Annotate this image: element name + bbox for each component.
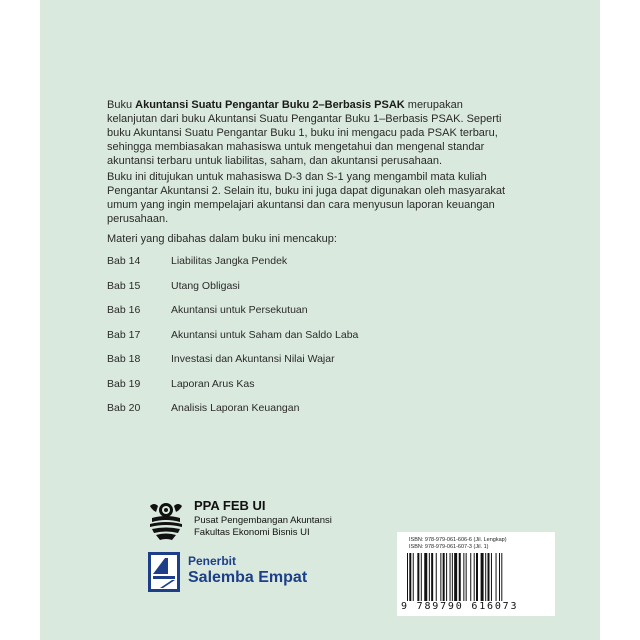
chapters-intro: Materi yang dibahas dalam buku ini mencakup: <box>107 233 337 245</box>
chapter-item <box>107 378 358 403</box>
barcode-icon <box>407 553 545 601</box>
chapter-title: Akuntansi untuk Persekutuan <box>171 304 308 316</box>
barcode-box <box>397 532 555 616</box>
chapter-title: Utang Obligasi <box>171 279 240 292</box>
publisher-block <box>148 552 328 596</box>
publisher-label: Penerbit <box>188 554 237 568</box>
ppa-subtitle-1: Pusat Pengembangan Akuntansi <box>194 515 332 526</box>
chapter-number: Bab 19 <box>107 377 141 390</box>
chapter-item <box>107 353 358 378</box>
chapter-list <box>107 255 358 427</box>
chapter-number: Bab 18 <box>107 353 141 365</box>
blurb-paragraph-1 <box>107 98 507 168</box>
publisher-name: Salemba Empat <box>188 569 308 586</box>
chapter-number: Bab 17 <box>107 328 141 341</box>
blurb-body: merupakan kelanjutan dari buku Akuntansi Suatu Pengantar Buku 1–Berbasis PSAK. Seperti buku Akuntansi Suatu Pengantar Buku 1, buku ini mengacu pada PSAK terbaru, sehingga membiasakan mahasiswa untuk mengetahui dan mengenal standar akuntansi terbaru untuk liabilitas, saham, dan akuntansi perusahaan. <box>107 99 502 167</box>
barcode-digits: 9 789790 616073 <box>401 601 519 612</box>
chapter-title: Laporan Arus Kas <box>171 377 255 390</box>
ppa-subtitle-2: Fakultas Ekonomi Bisnis UI <box>194 527 310 538</box>
chapter-number: Bab 14 <box>107 255 141 267</box>
isbn-volume: ISBN: 978-979-061-607-3 (Jil. 1) <box>409 544 489 550</box>
chapter-item <box>107 255 358 280</box>
salemba-empat-logo-icon <box>148 552 180 592</box>
ui-makara-logo-icon <box>148 498 184 542</box>
chapter-item <box>107 402 358 427</box>
chapter-item <box>107 329 358 354</box>
chapter-number: Bab 15 <box>107 279 141 292</box>
chapter-item <box>107 304 358 329</box>
isbn-complete-set: ISBN: 978-979-061-606-6 (Jil. Lengkap) <box>409 537 507 543</box>
book-title: Akuntansi Suatu Pengantar Buku 2–Berbasis PSAK <box>135 99 405 111</box>
ppa-name: PPA FEB UI <box>194 498 266 513</box>
chapter-number: Bab 20 <box>107 402 141 414</box>
chapter-number: Bab 16 <box>107 304 141 316</box>
chapter-item <box>107 280 358 305</box>
blurb-lead: Buku <box>107 99 136 111</box>
chapter-title: Investasi dan Akuntansi Nilai Wajar <box>171 353 335 365</box>
blurb-paragraph-2: Buku ini ditujukan untuk mahasiswa D-3 dan S-1 yang mengambil mata kuliah Pengantar Akuntansi 2. Selain itu, buku ini juga dapat digunakan oleh masyarakat umum yang ingin mempelajari akuntansi dan cara menyusun laporan keuangan perusahaan. <box>107 171 506 225</box>
ppa-feb-ui-block <box>148 498 348 548</box>
chapter-title: Analisis Laporan Keuangan <box>171 402 300 414</box>
chapter-title: Akuntansi untuk Saham dan Saldo Laba <box>171 328 359 341</box>
chapter-title: Liabilitas Jangka Pendek <box>171 255 288 267</box>
